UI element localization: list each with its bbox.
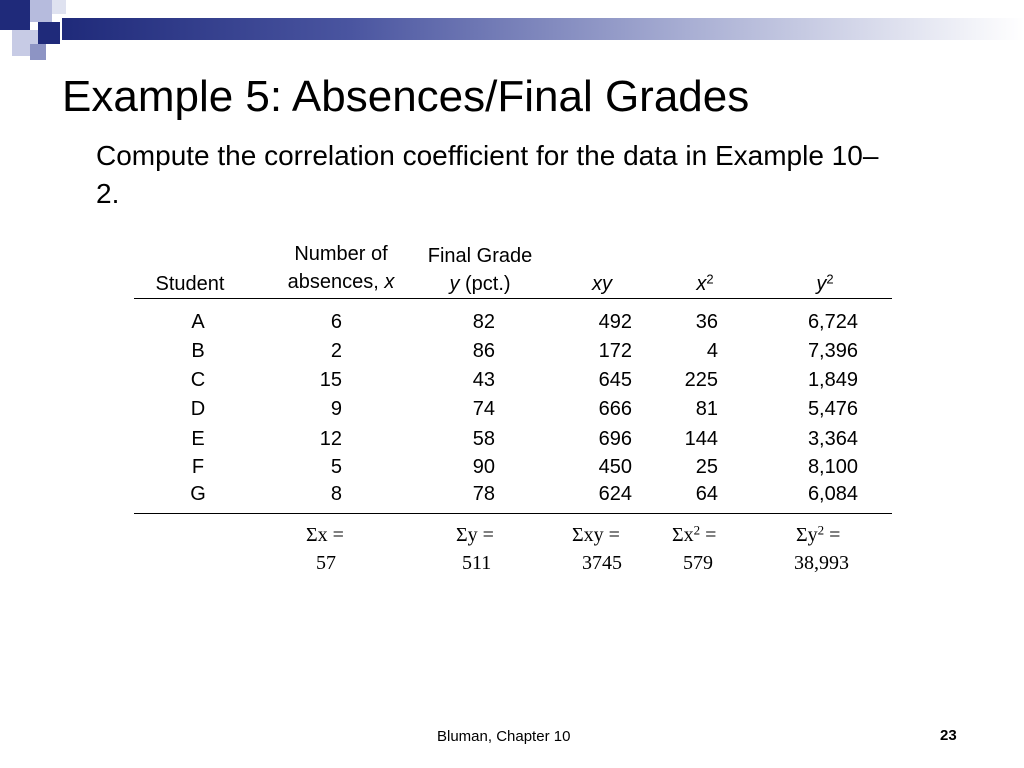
cell-absences: 8 <box>330 483 342 505</box>
sum-x-squared-value: 579 <box>683 552 713 574</box>
cell-y-squared: 1,849 <box>807 369 858 391</box>
cell-y-squared: 7,396 <box>807 340 858 362</box>
cell-x-squared: 4 <box>706 340 718 362</box>
cell-y-squared: 6,724 <box>807 311 858 333</box>
cell-y-squared: 8,100 <box>807 456 858 478</box>
cell-grade: 86 <box>472 340 495 362</box>
cell-absences: 15 <box>319 369 342 391</box>
sums-rule <box>134 513 892 514</box>
decor-square-1 <box>0 0 30 30</box>
footer-source: Bluman, Chapter 10 <box>437 728 571 745</box>
cell-xy: 666 <box>598 398 632 420</box>
cell-grade: 43 <box>472 369 495 391</box>
cell-x-squared: 81 <box>695 398 718 420</box>
cell-grade: 74 <box>472 398 495 420</box>
cell-grade: 58 <box>472 428 495 450</box>
decor-square-4 <box>38 22 60 44</box>
header-final-grade: Final Grade y (pct.) <box>427 245 533 295</box>
cell-y-squared: 6,084 <box>807 483 858 505</box>
cell-xy: 696 <box>598 428 632 450</box>
sum-y-label: Σy = <box>456 524 494 546</box>
cell-x-squared: 36 <box>695 311 718 333</box>
cell-absences: 12 <box>319 428 342 450</box>
cell-student: E <box>191 428 205 450</box>
sum-x-squared-label: $\Sigma x^2$ = <box>672 522 717 546</box>
cell-absences: 9 <box>330 398 342 420</box>
cell-absences: 5 <box>330 456 342 478</box>
cell-x-squared: 225 <box>684 369 718 391</box>
cell-xy: 172 <box>598 340 632 362</box>
header-absences: Number of absences, x <box>287 243 395 293</box>
header-x-squared: $x^2$ <box>696 271 714 295</box>
header-student: Student <box>155 273 225 295</box>
page-title: Example 5: Absences/Final Grades <box>62 72 750 121</box>
header-gradient-band <box>62 18 1024 40</box>
cell-xy: 645 <box>598 369 632 391</box>
cell-grade: 78 <box>472 483 495 505</box>
cell-student: G <box>190 483 206 505</box>
sum-xy-label: Σxy = <box>572 524 620 546</box>
decor-square-6 <box>52 0 66 14</box>
cell-y-squared: 5,476 <box>807 398 858 420</box>
sum-xy-value: 3745 <box>582 552 622 574</box>
cell-student: C <box>190 369 206 391</box>
sum-x-value: 57 <box>316 552 336 574</box>
header-rule <box>134 298 892 299</box>
cell-x-squared: 144 <box>684 428 718 450</box>
cell-absences: 6 <box>330 311 342 333</box>
page-subtitle: Compute the correlation coefficient for the data in Example 10–2. <box>96 140 879 209</box>
cell-student: B <box>191 340 205 362</box>
cell-xy: 450 <box>598 456 632 478</box>
cell-xy: 492 <box>598 311 632 333</box>
cell-xy: 624 <box>598 483 632 505</box>
cell-y-squared: 3,364 <box>807 428 858 450</box>
cell-absences: 2 <box>330 340 342 362</box>
cell-x-squared: 64 <box>695 483 718 505</box>
cell-student: F <box>191 456 205 478</box>
cell-student: D <box>190 398 206 420</box>
cell-student: A <box>191 311 205 333</box>
sum-x-label: Σx = <box>306 524 344 546</box>
sum-y-value: 511 <box>462 552 492 574</box>
sum-y-squared-label: $\Sigma y^2$ = <box>796 522 841 546</box>
cell-grade: 82 <box>472 311 495 333</box>
header-y-squared: $y^2$ <box>816 271 834 295</box>
sum-y-squared-value: 38,993 <box>794 552 849 574</box>
cell-x-squared: 25 <box>695 456 718 478</box>
decor-square-2 <box>30 0 52 22</box>
decor-square-5 <box>30 44 46 60</box>
page-number: 23 <box>940 727 957 744</box>
header-xy: xy <box>592 273 612 295</box>
cell-grade: 90 <box>472 456 495 478</box>
